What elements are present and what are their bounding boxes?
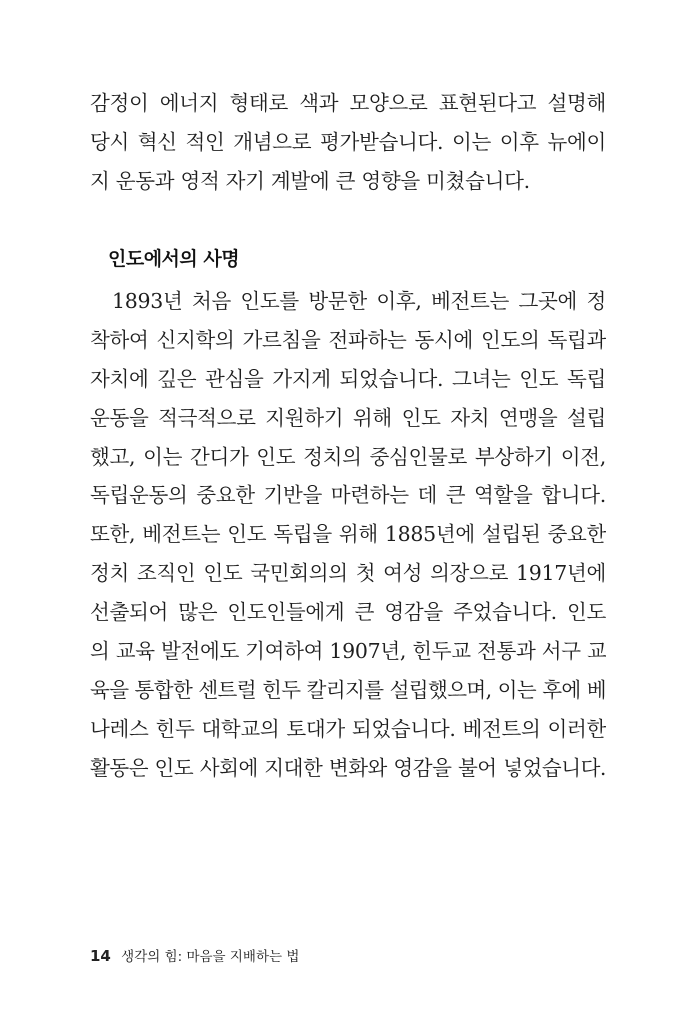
text-line: 했고, 이는 간디가 인도 정치의 중심인물로 부상하기 이전, — [90, 444, 606, 469]
text-line: 활동은 인도 사회에 지대한 변화와 영감을 불어 넣었습니다. — [90, 755, 606, 780]
text-line: 정치 조직인 인도 국민회의의 첫 여성 의장으로 1917년에 — [90, 561, 606, 586]
text-line: 지 운동과 영적 자기 계발에 큰 영향을 미쳤습니다. — [90, 168, 530, 193]
text-line: 1893년 처음 인도를 방문한 이후, 베전트는 그곳에 정 — [112, 289, 606, 313]
text-line: 독립운동의 중요한 기반을 마련하는 데 큰 역할을 합니다. — [90, 483, 606, 508]
page-footer — [90, 946, 299, 967]
page-number: 14 — [90, 947, 111, 965]
text-line: 자치에 깊은 관심을 가지게 되었습니다. 그녀는 인도 독립 — [90, 366, 606, 391]
text-line: 운동을 적극적으로 지원하기 위해 인도 자치 연맹을 설립 — [90, 405, 606, 430]
text-line: 또한, 베전트는 인도 독립을 위해 1885년에 설립된 중요한 — [90, 522, 606, 547]
text-line: 선출되어 많은 인도인들에게 큰 영감을 주었습니다. 인도 — [90, 600, 606, 625]
intro-paragraph — [90, 84, 606, 201]
text-line: 착하여 신지학의 가르침을 전파하는 동시에 인도의 독립과 — [90, 327, 606, 352]
section-paragraph — [90, 282, 606, 788]
section-heading: 인도에서의 사명 — [108, 248, 240, 270]
text-line: 의 교육 발전에도 기여하여 1907년, 힌두교 전통과 서구 교 — [90, 639, 606, 664]
text-line: 당시 혁신 적인 개념으로 평가받습니다. 이는 이후 뉴에이 — [90, 129, 606, 154]
text-line: 감정이 에너지 형태로 색과 모양으로 표현된다고 설명해 — [90, 91, 606, 115]
text-line: 육을 통합한 센트럴 힌두 칼리지를 설립했으며, 이는 후에 베 — [90, 677, 606, 702]
book-title: 생각의 힘: 마음을 지배하는 법 — [121, 949, 300, 965]
text-line: 나레스 힌두 대학교의 토대가 되었습니다. 베전트의 이러한 — [90, 716, 606, 741]
